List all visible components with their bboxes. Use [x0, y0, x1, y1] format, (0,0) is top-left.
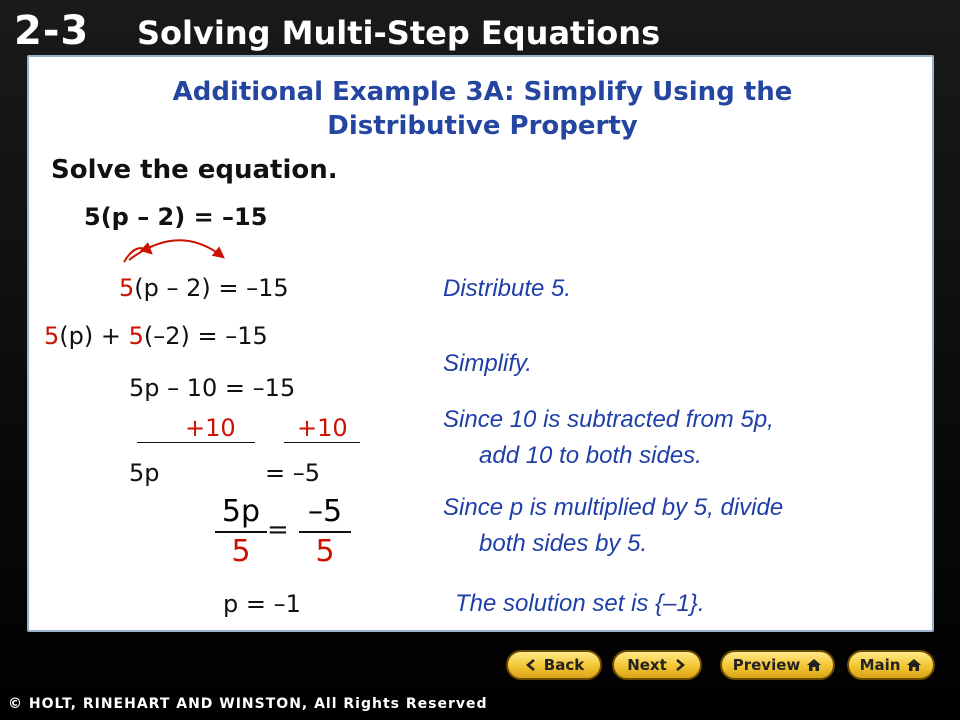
slide-title-line2: Distributive Property	[327, 111, 638, 141]
fraction-left-numerator: 5p	[221, 494, 261, 529]
note-since-multiplied-1: Since p is multiplied by 5, divide	[443, 494, 784, 521]
step-2-coefficient-2: 5	[128, 322, 144, 350]
step-2-mid: (p) +	[59, 322, 129, 350]
fraction-left-bar	[215, 531, 267, 533]
given-equation: 5(p – 2) = –15	[84, 203, 268, 231]
fraction-left-denominator: 5	[231, 534, 251, 569]
fraction-right-denominator: 5	[315, 534, 335, 569]
main-button-label: Main	[859, 656, 901, 674]
step-3: 5p – 10 = –15	[129, 374, 296, 402]
step-2-coefficient-1: 5	[44, 322, 60, 350]
fraction-right	[299, 495, 351, 569]
back-button-label: Back	[543, 656, 585, 674]
note-since-multiplied-2: both sides by 5.	[479, 530, 648, 557]
step-4-right: +10	[297, 414, 348, 442]
chevron-left-icon	[524, 658, 538, 672]
fraction-right-numerator: –5	[307, 494, 343, 529]
fraction-equals: =	[267, 515, 289, 545]
solution: p = –1	[223, 590, 301, 618]
prompt-text: Solve the equation.	[51, 155, 338, 185]
step-1-coefficient: 5	[119, 274, 135, 302]
copyright-footer: © HOLT, RINEHART AND WINSTON, All Rights Reserved	[8, 696, 488, 712]
chevron-right-icon	[673, 658, 687, 672]
lesson-title: Solving Multi-Step Equations	[137, 14, 661, 52]
step-1	[119, 274, 289, 302]
header-bar	[0, 0, 960, 55]
next-button[interactable]	[612, 650, 702, 680]
note-since-subtracted-2: add 10 to both sides.	[479, 442, 702, 469]
underline-left	[137, 442, 255, 443]
step-1-rest: (p – 2) = –15	[134, 274, 289, 302]
note-distribute: Distribute 5.	[443, 275, 572, 302]
preview-button[interactable]	[720, 650, 835, 680]
home-icon	[906, 658, 922, 672]
step-2	[44, 322, 268, 350]
slide-title-line1: Additional Example 3A: Simplify Using the	[172, 77, 793, 107]
main-button[interactable]	[847, 650, 935, 680]
step-4-left: +10	[185, 414, 236, 442]
preview-button-label: Preview	[732, 656, 801, 674]
step-5-right: = –5	[265, 459, 321, 487]
slide-panel	[27, 55, 934, 632]
step-2-rest: (–2) = –15	[143, 322, 268, 350]
distribute-arrow-2	[129, 240, 223, 260]
underline-right	[284, 442, 360, 443]
back-button[interactable]	[506, 650, 602, 680]
next-button-label: Next	[627, 656, 667, 674]
lesson-number: 2-3	[14, 8, 90, 54]
note-since-subtracted-1: Since 10 is subtracted from 5p,	[443, 406, 774, 433]
step-5-left: 5p	[129, 459, 160, 487]
fraction-left	[215, 495, 267, 569]
note-simplify: Simplify.	[443, 350, 532, 377]
fraction-right-bar	[299, 531, 351, 533]
note-solution-set: The solution set is {–1}.	[455, 590, 705, 617]
home-icon	[806, 658, 822, 672]
